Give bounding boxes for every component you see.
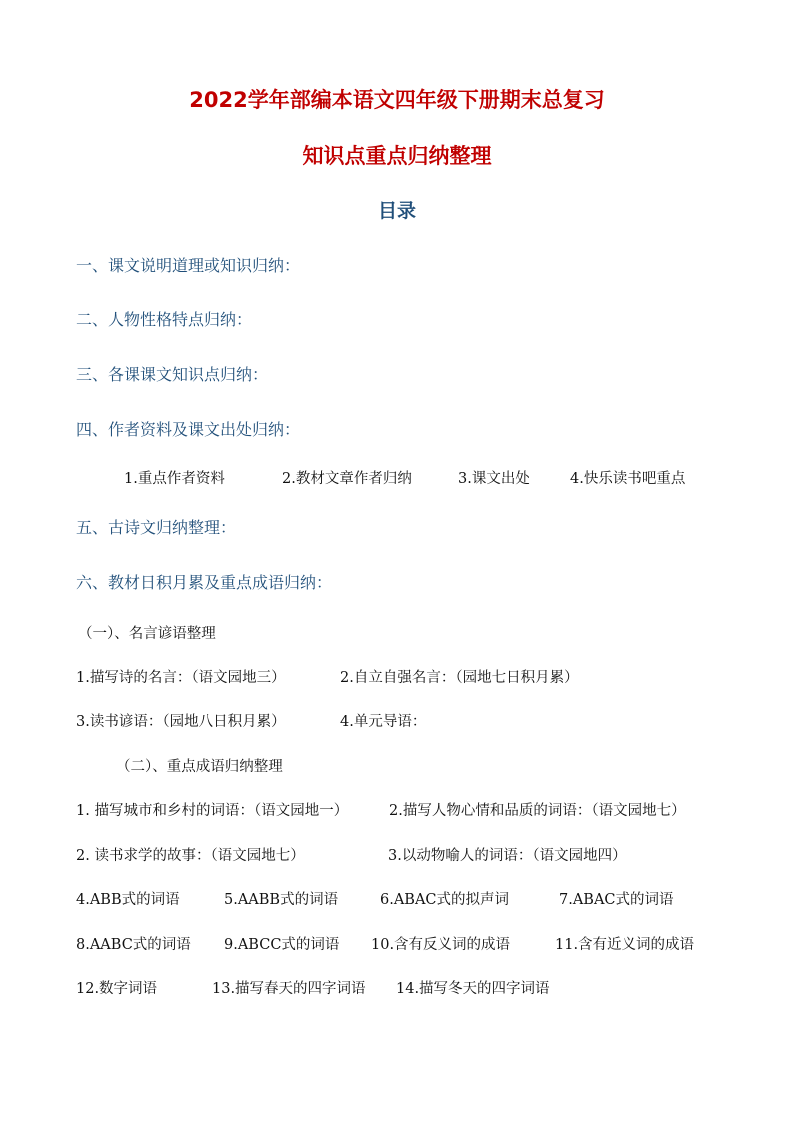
sub1-item[interactable]: 4.单元导语： xyxy=(340,714,427,730)
toc-section-6[interactable]: 六、教材日积月累及重点成语归纳： xyxy=(76,573,333,592)
toc-section-2[interactable]: 二、人物性格特点归纳： xyxy=(76,310,253,329)
sub2-item[interactable]: 2.描写人物心情和品质的词语：（语文园地七） xyxy=(389,803,686,819)
sub2-item[interactable]: 7.ABAC式的词语 xyxy=(559,892,674,908)
sub2-item[interactable]: 8.AABC式的词语 xyxy=(76,937,191,953)
subsection-2-title[interactable]: （二）、重点成语归纳整理 xyxy=(116,759,283,775)
sub2-item[interactable]: 14.描写冬天的四字词语 xyxy=(396,981,550,997)
sub2-item[interactable]: 5.AABB式的词语 xyxy=(224,892,339,908)
sub2-item[interactable]: 12.数字词语 xyxy=(76,981,158,997)
section4-item[interactable]: 2.教材文章作者归纳 xyxy=(282,471,412,487)
sub2-item[interactable]: 10.含有反义词的成语 xyxy=(371,937,511,953)
sub2-item[interactable]: 13.描写春天的四字词语 xyxy=(212,981,366,997)
sub2-item[interactable]: 11.含有近义词的成语 xyxy=(555,937,695,953)
section4-item[interactable]: 4.快乐读书吧重点 xyxy=(570,471,686,487)
document-subtitle: 知识点重点归纳整理 xyxy=(302,144,492,168)
sub1-item[interactable]: 2.自立自强名言：（园地七日积月累） xyxy=(340,670,579,686)
toc-section-4[interactable]: 四、作者资料及课文出处归纳： xyxy=(76,420,301,439)
sub1-item[interactable]: 1.描写诗的名言：（语文园地三） xyxy=(76,670,286,686)
toc-title: 目录 xyxy=(377,200,416,222)
sub2-item[interactable]: 2. 读书求学的故事：（语文园地七） xyxy=(76,848,305,864)
document-title: 2022学年部编本语文四年级下册期末总复习 xyxy=(189,88,605,112)
section4-item[interactable]: 1.重点作者资料 xyxy=(124,471,225,487)
toc-section-5[interactable]: 五、古诗文归纳整理： xyxy=(76,518,237,537)
sub2-item[interactable]: 6.ABAC式的拟声词 xyxy=(380,892,510,908)
subsection-1-title[interactable]: （一）、名言谚语整理 xyxy=(78,626,216,642)
toc-section-1[interactable]: 一、课文说明道理或知识归纳： xyxy=(76,256,301,275)
sub2-item[interactable]: 1. 描写城市和乡村的词语：（语文园地一） xyxy=(76,803,349,819)
sub1-item[interactable]: 3.读书谚语：（园地八日积月累） xyxy=(76,714,286,730)
sub2-item[interactable]: 4.ABB式的词语 xyxy=(76,892,180,908)
sub2-item[interactable]: 9.ABCC式的词语 xyxy=(224,937,340,953)
toc-section-3[interactable]: 三、各课课文知识点归纳： xyxy=(76,365,269,384)
sub2-item[interactable]: 3.以动物喻人的词语：（语文园地四） xyxy=(388,848,627,864)
section4-item[interactable]: 3.课文出处 xyxy=(458,471,530,487)
